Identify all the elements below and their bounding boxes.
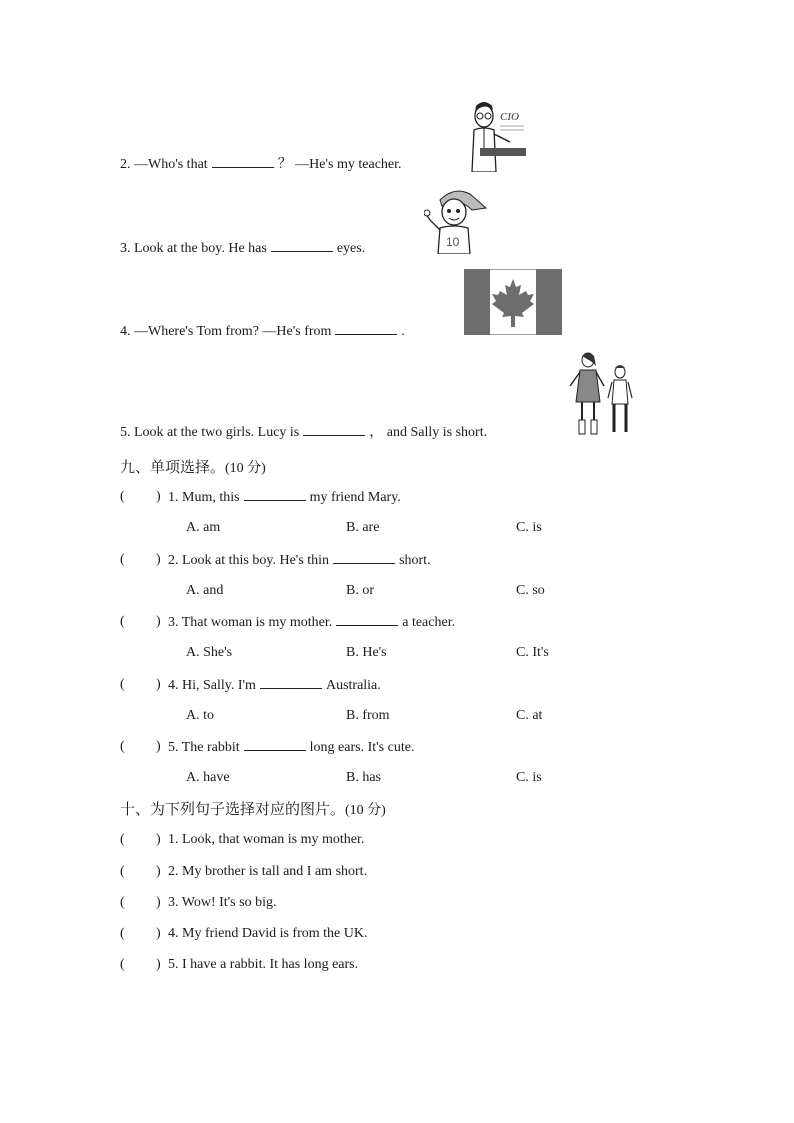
question-text-before: 1. Mum, this — [168, 490, 240, 505]
question-text-before: 4. Hi, Sally. I'm — [168, 678, 256, 693]
answer-paren-close: ) — [156, 489, 161, 504]
answer-paren-close: ) — [156, 832, 161, 847]
sentence-text: 2. My brother is tall and I am short. — [168, 864, 368, 879]
answer-blank[interactable] — [271, 239, 333, 252]
question-text-after: a teacher. — [402, 615, 456, 630]
section10-points: (10 分) — [345, 803, 386, 818]
section9-title: 九、单项选择。 — [120, 458, 226, 476]
fill-item-5 — [120, 423, 487, 442]
section10-heading — [120, 799, 386, 821]
answer-paren-close: ) — [156, 739, 161, 754]
answer-paren-close: ) — [156, 677, 161, 692]
svg-text:10: 10 — [446, 235, 460, 249]
option-c[interactable]: C. at — [516, 708, 543, 723]
answer-paren-close: ) — [156, 552, 161, 567]
sentence-text: 1. Look, that woman is my mother. — [168, 832, 365, 847]
answer-paren-close: ) — [156, 864, 161, 879]
sentence-text: 5. I have a rabbit. It has long ears. — [168, 957, 359, 972]
fill-item-3 — [120, 239, 365, 258]
question-text-after: Australia. — [325, 678, 381, 693]
svg-text:CIO: CIO — [500, 111, 519, 123]
boy-illustration — [424, 186, 494, 254]
question-text-after: short. — [399, 553, 431, 568]
question-text-after: my friend Mary. — [309, 490, 401, 505]
option-c[interactable]: C. so — [516, 583, 545, 598]
answer-blank[interactable] — [303, 423, 365, 436]
fill-item-5-text-b: ， and Sally is short. — [369, 425, 488, 440]
answer-blank[interactable] — [336, 613, 398, 626]
answer-blank[interactable] — [335, 322, 397, 335]
answer-paren-open: ( — [120, 677, 125, 692]
option-b[interactable]: B. from — [346, 708, 390, 723]
question-stem — [168, 738, 414, 757]
fill-item-2 — [120, 155, 402, 174]
option-a[interactable]: A. to — [186, 708, 214, 723]
answer-paren-open: ( — [120, 832, 125, 847]
section9-points: (10 分) — [225, 461, 266, 476]
two-girls-illustration — [566, 350, 638, 438]
option-c[interactable]: C. is — [516, 770, 542, 785]
fill-item-2-text-a: 2. —Who's that — [120, 157, 208, 172]
answer-paren-open: ( — [120, 614, 125, 629]
fill-item-2-text-b: ？ —He's my teacher. — [277, 157, 402, 172]
answer-blank[interactable] — [333, 551, 395, 564]
fill-item-5-text-a: 5. Look at the two girls. Lucy is — [120, 425, 300, 440]
section9-heading — [120, 457, 266, 479]
answer-paren-open: ( — [120, 926, 125, 941]
option-a[interactable]: A. and — [186, 583, 224, 598]
answer-paren-open: ( — [120, 864, 125, 879]
option-a[interactable]: A. am — [186, 520, 221, 535]
option-a[interactable]: A. She's — [186, 645, 233, 660]
answer-paren-open: ( — [120, 957, 125, 972]
fill-item-4-text-a: 4. —Where's Tom from? —He's from — [120, 324, 332, 339]
question-stem — [168, 676, 381, 695]
question-text-before: 2. Look at this boy. He's thin — [168, 553, 330, 568]
answer-paren-open: ( — [120, 552, 125, 567]
fill-item-4-text-b: . — [401, 324, 405, 339]
fill-item-3-text-b: eyes. — [336, 241, 366, 256]
question-text-before: 3. That woman is my mother. — [168, 615, 333, 630]
answer-paren-open: ( — [120, 895, 125, 910]
sentence-text: 4. My friend David is from the UK. — [168, 926, 368, 941]
section10-title: 十、为下列句子选择对应的图片。 — [120, 800, 346, 818]
option-b[interactable]: B. or — [346, 583, 374, 598]
question-stem — [168, 488, 401, 507]
option-c[interactable]: C. It's — [516, 645, 549, 660]
answer-blank[interactable] — [244, 738, 306, 751]
option-b[interactable]: B. has — [346, 770, 381, 785]
answer-paren-close: ) — [156, 895, 161, 910]
sentence-text: 3. Wow! It's so big. — [168, 895, 277, 910]
option-b[interactable]: B. are — [346, 520, 380, 535]
answer-blank[interactable] — [212, 155, 274, 168]
question-stem — [168, 613, 455, 632]
option-a[interactable]: A. have — [186, 770, 230, 785]
question-text-before: 5. The rabbit — [168, 740, 240, 755]
option-b[interactable]: B. He's — [346, 645, 387, 660]
question-stem — [168, 551, 431, 570]
fill-item-4 — [120, 322, 405, 341]
answer-paren-open: ( — [120, 739, 125, 754]
answer-blank[interactable] — [260, 676, 322, 689]
answer-paren-close: ) — [156, 926, 161, 941]
question-text-after: long ears. It's cute. — [309, 740, 415, 755]
option-c[interactable]: C. is — [516, 520, 542, 535]
teacher-illustration — [470, 98, 528, 172]
answer-blank[interactable] — [244, 488, 306, 501]
answer-paren-close: ) — [156, 614, 161, 629]
canada-flag — [464, 269, 562, 335]
answer-paren-close: ) — [156, 957, 161, 972]
answer-paren-open: ( — [120, 489, 125, 504]
fill-item-3-text-a: 3. Look at the boy. He has — [120, 241, 267, 256]
